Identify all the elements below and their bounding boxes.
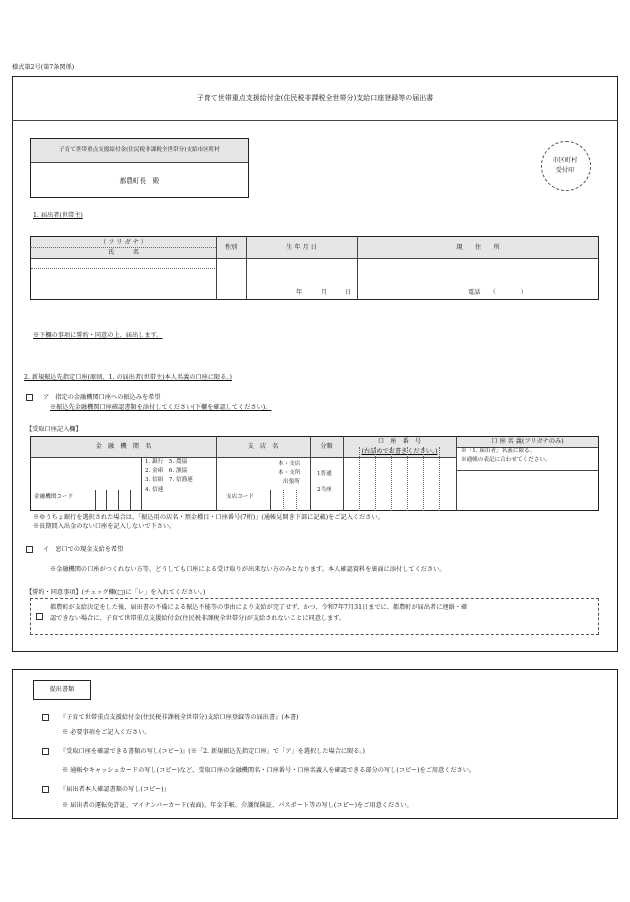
bank-type-row-2: 2. 金庫 6. 漁協 xyxy=(145,468,188,474)
pledge-text-line-2: 認できない場合に、子育て世帯重点支援給付金(住民税非課税全世帯分)が支給されないことに同意します。 xyxy=(50,615,346,622)
holder-note-2: ※通帳の表記に合わせてください。 xyxy=(461,457,551,463)
form-title: 子育て世帯重点支援給付金(住民税非課税全世帯分)支給口座登録等の届出書 xyxy=(196,93,434,102)
doc-item-2-note: ※ 通帳やキャッシュカードの写し(コピー)など、受取口座の金融機関名・口座番号・口座名義人を確認できる部分の写し(コピー)をご用意ください。 xyxy=(62,767,476,774)
form-number: 様式第2号(第7条関係) xyxy=(12,64,75,71)
option-a-note: ※振込先金融機関口座確認書類を添付してください(下欄を確認してください)。 xyxy=(50,404,272,411)
doc-item-1-note: ※ 必要事項をご記入ください。 xyxy=(62,729,151,736)
bank-code-label: 金融機関コード xyxy=(34,494,74,500)
doc-item-3-label: 『届出者本人確認書類の写し(コピー)』 xyxy=(59,786,170,793)
doc-item-3-note: ※ 届出者の運転免許証、マイナンバーカード(表面)、年金手帳、介護保険証、パスポート等の写し(コピー)をご用意ください。 xyxy=(62,802,413,809)
holder-note-1: ※「1. 届出者」名義に限る。 xyxy=(461,448,536,454)
addressee-name: 都農町長 殿 xyxy=(119,176,160,185)
doc-item-3-checkbox[interactable] xyxy=(42,786,49,793)
pledge-checkbox-wrap xyxy=(36,613,43,621)
option-i-checkbox[interactable] xyxy=(26,546,33,553)
account-number-header: 口 座 番 号 xyxy=(377,438,422,446)
furigana-label: （ フ リ ガ ナ ） xyxy=(100,238,147,246)
branch-type-row-1: 本・支店 xyxy=(278,461,301,467)
birth-month-unit: 月 xyxy=(321,289,328,296)
doc-item-1-checkbox[interactable] xyxy=(42,714,49,721)
section2-heading: 2. 新規振込先指定口座(原則、1. の届出者(世帯主)本人名義の口座に限る。) xyxy=(24,374,232,381)
doc-item-2-checkbox[interactable] xyxy=(42,748,49,755)
account-type-row-1: 1普通 xyxy=(317,471,332,477)
receive-account-label: 【受取口座記入欄】 xyxy=(26,426,82,433)
phone-label: 電話 （ ） xyxy=(468,289,527,296)
address-label: 現 住 所 xyxy=(456,243,500,251)
branch-code-label: 支店コード xyxy=(226,494,254,500)
pledge-text-line-1: 都農町が支給決定をした後、届出書の不備による振込不能等の事由により支給が完了せず、かつ、令和7年7月31日までに、都農町が届出者に連絡・確 xyxy=(50,604,468,611)
bank-name-header: 金 融 機 関 名 xyxy=(95,443,152,451)
gender-label: 性別 xyxy=(224,243,238,251)
pledge-checkbox[interactable] xyxy=(36,613,43,620)
stamp-label-2: 受付印 xyxy=(555,166,575,174)
account-type-header: 分類 xyxy=(320,443,333,451)
bank-type-row-1: 1. 銀行 5. 農協 xyxy=(145,459,188,465)
title-divider xyxy=(12,120,618,121)
inactive-account-note: ※長期間入出金のない口座を記入しないで下さい。 xyxy=(33,523,176,530)
yucho-note: ※ゆうちょ銀行を選択された場合は、「振込用の店名・預金種目・口座番号(7桁)」(通帳見開き下部に記載)をご記入ください。 xyxy=(33,514,384,521)
option-a-label: ア 指定の金融機関口座への振込みを希望 xyxy=(42,394,161,401)
section1-heading: 1. 届出者(世帯主) xyxy=(33,212,83,219)
doc-item-1-label: 『子育て世帯重点支援給付金(住民税非課税全世帯分)支給口座登録等の届出書』(本書) xyxy=(59,714,299,721)
doc-item-2 xyxy=(42,748,365,756)
documents-frame xyxy=(12,669,618,819)
branch-type-row-2: 本・支所 xyxy=(278,470,301,476)
stamp-label-1: 市区町村 xyxy=(552,156,578,164)
doc-item-3 xyxy=(42,786,170,794)
birth-day-unit: 日 xyxy=(345,289,352,296)
branch-name-header: 支 店 名 xyxy=(247,443,279,451)
pledge-heading: 【誓約・同意事項】(チェック欄(□)に「レ」を入れてください。) xyxy=(26,589,206,596)
option-i-note: ※金融機関の口座がつくれない方等、どうしても口座による受け取りが出来ない方のみとなります。本人確認資料を裏面に添付してください。 xyxy=(50,566,446,573)
pledge-note: ※下欄の事項に誓約・同意の上、届出します。 xyxy=(33,332,163,339)
option-i-row xyxy=(26,546,123,554)
account-type-row-2: 2当座 xyxy=(317,487,332,493)
doc-item-1 xyxy=(42,714,299,722)
branch-type-row-3: 出張所 xyxy=(283,479,300,485)
account-holder-header: 口 座 名 義(フリガナのみ) xyxy=(491,438,564,446)
birthdate-label: 生 年 月 日 xyxy=(286,243,317,251)
doc-item-2-label: 『受取口座を確認できる書類の写し(コピー)』(※「2. 新規振込先指定口座」で「ア」を選択した場合に限る。) xyxy=(59,748,365,755)
name-label: 氏 名 xyxy=(108,248,139,256)
documents-heading: 提出書類 xyxy=(33,680,91,700)
option-i-label: イ 窓口での現金支給を希望 xyxy=(42,546,124,553)
municipality-header: 子育て世帯重点支援給付金(住民税非課税全世帯分)支給市区町村 xyxy=(31,139,248,163)
option-a-row xyxy=(26,394,161,402)
bank-type-row-3: 3. 信組 7. 信漁連 xyxy=(145,477,193,483)
account-number-subheader: (右詰めでお書きください。) xyxy=(361,447,438,455)
birth-year-unit: 年 xyxy=(296,289,303,296)
bank-type-row-4: 4. 信連 xyxy=(145,487,164,493)
option-a-checkbox[interactable] xyxy=(26,394,33,401)
